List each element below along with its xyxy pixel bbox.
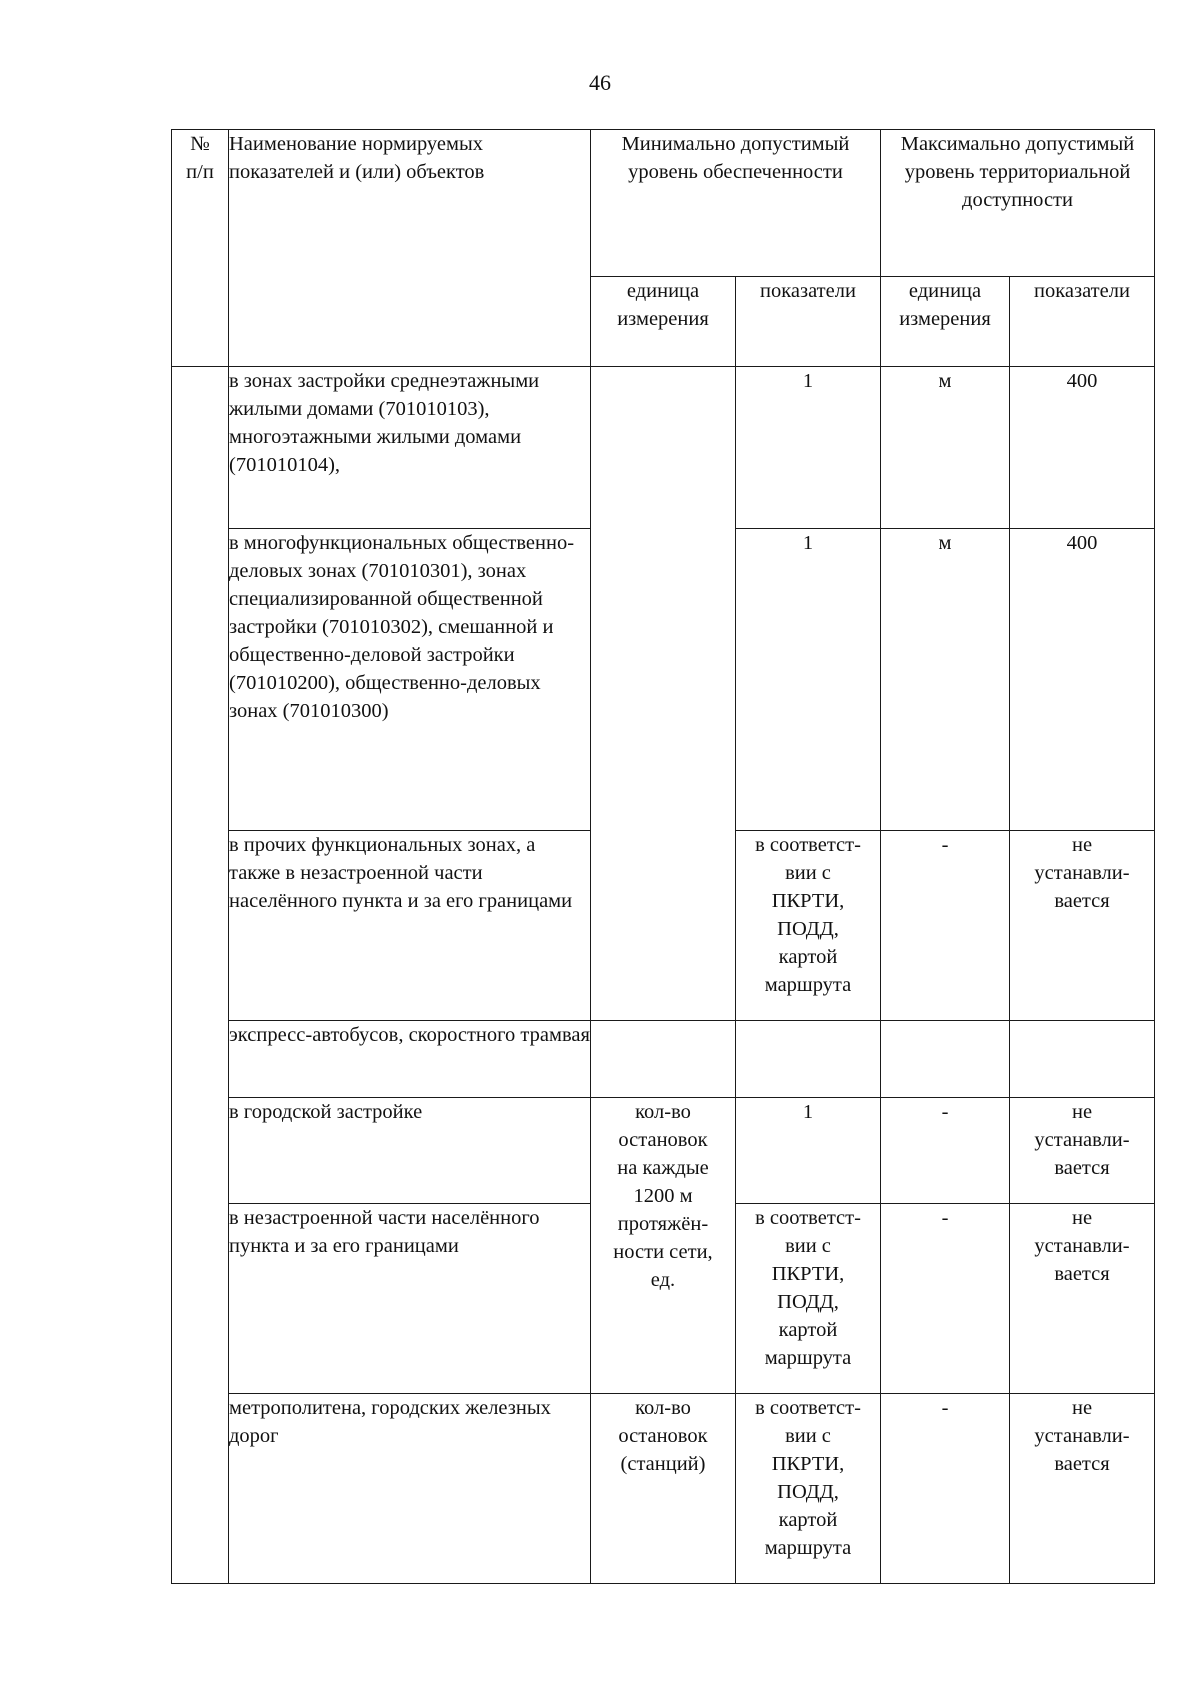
row-min-unit: кол-во остановок на каждые 1200 м протяжён- ности сети, ед. bbox=[591, 1098, 736, 1394]
header-row-main bbox=[172, 130, 1155, 277]
header-max-level: Максимально допустимый уровень территориальной доступности bbox=[881, 130, 1155, 277]
row-name: в прочих функциональных зонах, а также в незастроенной части населённого пункта и за его границами bbox=[229, 831, 591, 1021]
section-empty-cell bbox=[736, 1021, 881, 1098]
row-name: в многофункциональных общественно-деловых зонах (701010301), зонах специализированной общественной застройки (701010302), смешанной и общественно-деловой застройки (701010200), общественно-деловых зонах (701010300) bbox=[229, 529, 591, 831]
header-min-value: показатели bbox=[736, 277, 881, 367]
row-min-value: 1 bbox=[736, 1098, 881, 1204]
row-max-unit: м bbox=[881, 529, 1010, 831]
row-min-value: в соответст- вии с ПКРТИ, ПОДД, картой маршрута bbox=[736, 831, 881, 1021]
row-max-value: 400 bbox=[1010, 529, 1155, 831]
row-max-unit: - bbox=[881, 1394, 1010, 1584]
row-min-value: 1 bbox=[736, 367, 881, 529]
row-max-unit: - bbox=[881, 831, 1010, 1021]
section-empty-cell bbox=[1010, 1021, 1155, 1098]
header-max-unit: единица измерения bbox=[881, 277, 1010, 367]
row-number-cell bbox=[172, 367, 229, 1584]
row-max-unit: - bbox=[881, 1204, 1010, 1394]
row-max-unit: м bbox=[881, 367, 1010, 529]
row-min-value: 1 bbox=[736, 529, 881, 831]
table-row bbox=[172, 367, 1155, 529]
row-max-value: не устанавли- вается bbox=[1010, 831, 1155, 1021]
section-name: экспресс-автобусов, скоростного трамвая bbox=[229, 1021, 591, 1098]
table-row-section bbox=[172, 1021, 1155, 1098]
row-min-value: в соответст- вии с ПКРТИ, ПОДД, картой маршрута bbox=[736, 1394, 881, 1584]
row-name: метрополитена, городских железных дорог bbox=[229, 1394, 591, 1584]
section-empty-cell bbox=[881, 1021, 1010, 1098]
row-max-value: не устанавли- вается bbox=[1010, 1394, 1155, 1584]
table-row bbox=[172, 1394, 1155, 1584]
page-number: 46 bbox=[589, 70, 611, 95]
norms-table bbox=[171, 129, 1155, 1584]
row-min-unit-empty bbox=[591, 367, 736, 1021]
row-name: в городской застройке bbox=[229, 1098, 591, 1204]
row-max-value: 400 bbox=[1010, 367, 1155, 529]
header-min-unit: единица измерения bbox=[591, 277, 736, 367]
row-min-unit: кол-во остановок (станций) bbox=[591, 1394, 736, 1584]
section-empty-cell bbox=[591, 1021, 736, 1098]
row-name: в зонах застройки среднеэтажными жилыми домами (701010103), многоэтажными жилыми домами (701010104), bbox=[229, 367, 591, 529]
row-name: в незастроенной части населённого пункта и за его границами bbox=[229, 1204, 591, 1394]
row-max-value: не устанавли- вается bbox=[1010, 1204, 1155, 1394]
row-min-value: в соответст- вии с ПКРТИ, ПОДД, картой маршрута bbox=[736, 1204, 881, 1394]
header-num: № п/п bbox=[172, 130, 229, 367]
header-max-value: показатели bbox=[1010, 277, 1155, 367]
row-max-value: не устанавли- вается bbox=[1010, 1098, 1155, 1204]
table-row bbox=[172, 1098, 1155, 1204]
row-max-unit: - bbox=[881, 1098, 1010, 1204]
header-name: Наименование нормируемых показателей и (или) объектов bbox=[229, 130, 591, 367]
header-min-level: Минимально допустимый уровень обеспеченности bbox=[591, 130, 881, 277]
